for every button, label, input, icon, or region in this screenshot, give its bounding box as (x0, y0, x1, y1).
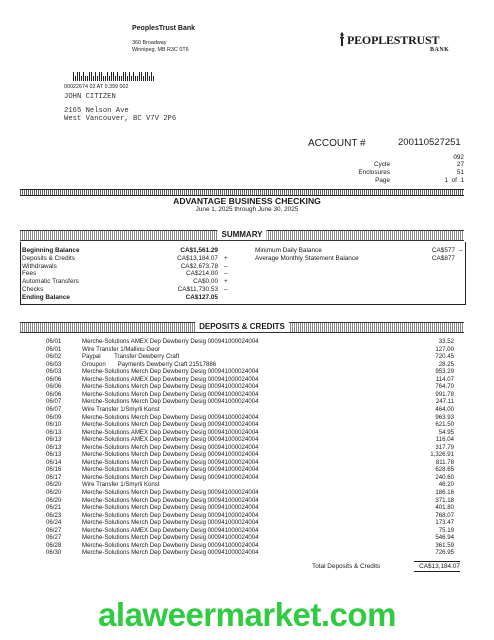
row-date: 06/10 (46, 421, 62, 429)
barcode-bar (117, 72, 118, 81)
row-amount: 991.78 (435, 390, 454, 398)
barcode-bar (127, 76, 128, 81)
barcode-bar (101, 72, 102, 81)
row-amount: 28.25 (438, 360, 454, 368)
row-date: 06/13 (46, 451, 62, 459)
summary-header (20, 230, 464, 241)
barcode-bar (81, 76, 82, 81)
customer-city: West Vancouver, BC V7V 2P6 (64, 115, 177, 123)
row-date: 06/13 (46, 443, 62, 451)
barcode-bar (123, 72, 124, 81)
account-number: 200110527251 (398, 137, 461, 148)
barcode-bar (147, 72, 148, 81)
row-description: Merche-Solutions Merch Dep Dewberry Desig 000941000024004 (82, 549, 259, 557)
row-date: 06/27 (46, 526, 62, 534)
row-description: Merche-Solutions Merch Dep Dewberry Desig 000941000024004 (82, 473, 259, 481)
barcode-bar (139, 72, 140, 81)
barcode-bar (83, 72, 84, 81)
row-description: Merche-Solutions Merch Dep Dewberry Desig 000941000024004 (82, 458, 259, 466)
barcode-bar (111, 72, 112, 81)
row-description: Merche-Solutions AMEX Dep Dewberry Desig 000941000024004 (82, 375, 259, 383)
summary-right-sign: – (459, 247, 463, 254)
torch-icon (338, 32, 346, 46)
barcode-bar (145, 72, 146, 81)
summary-amount: CA$11,730.53 (177, 286, 218, 293)
barcode-bar (141, 72, 142, 81)
page-value: 1 of 1 (444, 177, 464, 184)
summary-amount: CA$1,561.29 (180, 247, 218, 254)
row-description: Merche-Solutions Merch Dep Dewberry Desig 000941000024004 (82, 511, 259, 519)
summary-label: Automatic Transfers (22, 278, 79, 286)
summary-amount: CA$13,184.07 (177, 254, 218, 262)
total-deposits-label: Total Deposits & Credits (312, 563, 381, 570)
barcode-number: 00022674 02 AT 0.399 002 (64, 84, 129, 90)
summary-sign: + (224, 278, 228, 286)
account-label: ACCOUNT # (308, 138, 366, 149)
row-date: 06/17 (46, 473, 62, 481)
barcode-bar (109, 76, 110, 81)
row-amount: 186.16 (435, 489, 454, 496)
postal-barcode (73, 72, 155, 81)
summary-box (20, 242, 466, 305)
deposits-heading: DEPOSITS & CREDITS (195, 322, 289, 332)
row-description: Merche-Solutions Merch Dep Dewberry Desig 000941000024004 (82, 504, 259, 512)
row-description: Merche-Solutions Merch Dep Dewberry Desig 000941000024004 (82, 451, 259, 459)
logo-subtext: BANK (430, 47, 450, 53)
row-description: Merche-Solutions AMEX Dep Dewberry Desig 000941000024004 (82, 436, 259, 444)
row-amount: 116.04 (435, 436, 454, 444)
barcode-bar (131, 76, 132, 81)
summary-amount: CA$127.05 (185, 293, 218, 301)
row-amount: 46.20 (438, 481, 454, 489)
row-description: Merche-Solutions Merch Dep Dewberry Desig 000941000024004 (82, 398, 259, 406)
summary-label: Fees (22, 270, 37, 278)
barcode-bar (87, 76, 88, 81)
summary-right-label: Average Monthly Statement Balance (255, 254, 359, 262)
bank-address-line1: 360 Broadway (132, 40, 167, 46)
row-date: 06/01 (46, 345, 62, 353)
row-description: Wire Transfer 1/Smyrli Konst (82, 481, 160, 489)
row-amount: 401.80 (435, 504, 454, 512)
row-description: Wire Transfer 1/Smyrli Konst (82, 405, 160, 413)
row-amount: 720.45 (435, 353, 454, 361)
row-amount: 240.60 (435, 473, 454, 481)
barcode-bar (91, 72, 92, 81)
row-amount: 621.50 (435, 421, 454, 429)
barcode-bar (143, 76, 144, 81)
row-date: 06/03 (46, 368, 62, 376)
barcode-bar (121, 76, 122, 81)
barcode-bar (79, 72, 80, 81)
row-description: Merche-Solutions Merch Dep Dewberry Desig 000941000024004 (82, 489, 259, 496)
row-date: 06/27 (46, 534, 62, 542)
summary-right-label: Minimum Daily Balance (255, 247, 322, 254)
row-description: Merche-Solutions Merch Dep Dewberry Desig 000941000024004 (82, 421, 259, 429)
row-amount: 75.19 (438, 526, 454, 534)
row-amount: 114.07 (435, 375, 454, 383)
row-description: Merche-Solutions AMEX Dep Dewberry Desig 000941000024004 (82, 428, 259, 436)
barcode-bar (73, 72, 74, 81)
barcode-bar (107, 72, 108, 81)
summary-amount: CA$2,673.78 (180, 262, 218, 270)
bank-address-line2: Winnipeg, MB R3C 0T6 (132, 47, 189, 53)
row-amount: 764.70 (435, 383, 454, 391)
summary-label: Checks (22, 286, 44, 293)
row-date: 06/07 (46, 405, 62, 413)
row-description: Merche-Solutions AMEX Dep Dewberry Desig 000941000024004 (82, 338, 259, 345)
summary-amount: CA$214.00 (186, 270, 218, 278)
barcode-bar (97, 76, 98, 81)
row-description: Merche-Solutions Merch Dep Dewberry Desig 000941000024004 (82, 496, 259, 504)
account-code: 092 (453, 154, 464, 161)
total-rule (414, 561, 460, 562)
total-deposits-amount: CA$13,184.07 (419, 563, 460, 570)
customer-street: 2165 Nelson Ave (64, 107, 129, 115)
row-description: Paypal Transfer Dewberry Craft (82, 353, 180, 361)
row-date: 06/06 (46, 375, 62, 383)
barcode-bar (77, 72, 78, 81)
enclosures-label: Enclosures (358, 169, 390, 176)
summary-sign: + (224, 254, 228, 262)
barcode-bar (115, 76, 116, 81)
barcode-bar (89, 72, 90, 81)
statement-period: June 1, 2025 through June 30, 2025 (195, 206, 299, 213)
summary-sign: – (224, 270, 228, 278)
customer-name: JOHN CITIZEN (64, 93, 116, 101)
enclosures-value: 51 (456, 169, 464, 176)
row-amount: 726.95 (435, 549, 454, 557)
barcode-bar (125, 72, 126, 81)
row-description: Merche-Solutions Merch Dep Dewberry Desig 000941000024004 (82, 368, 259, 376)
summary-heading: SUMMARY (217, 230, 266, 240)
summary-right-amount: CA$577 (431, 247, 455, 254)
barcode-bar (103, 76, 104, 81)
row-date: 06/24 (46, 519, 62, 527)
cycle-value: 27 (456, 161, 464, 168)
row-amount: 371.18 (435, 496, 454, 504)
barcode-bar (75, 76, 76, 81)
cycle-label: Cycle (374, 161, 390, 168)
row-date: 06/01 (46, 338, 62, 345)
barcode-bar (137, 76, 138, 81)
barcode-bar (95, 72, 96, 81)
row-date: 06/20 (46, 481, 62, 489)
row-date: 06/20 (46, 496, 62, 504)
summary-sign: – (224, 262, 228, 270)
summary-label: Deposits & Credits (22, 254, 75, 262)
row-description: Merche-Solutions AMEX Dep Dewberry Desig 000941000024004 (82, 526, 259, 534)
row-date: 06/07 (46, 398, 62, 406)
row-amount: 628.65 (435, 466, 454, 474)
row-description: Wire Transfer 1/Malliou Geor (82, 345, 160, 353)
row-date: 06/06 (46, 383, 62, 391)
row-description: Merche-Solutions Merch Dep Dewberry Desig 000941000024004 (82, 383, 259, 391)
summary-amount: CA$0.00 (193, 278, 218, 286)
summary-label: Ending Balance (22, 293, 70, 301)
row-amount: 811.78 (435, 458, 454, 466)
row-date: 06/28 (46, 541, 62, 549)
row-amount: 546.94 (435, 534, 454, 542)
row-amount: 768.07 (435, 511, 454, 519)
bank-logo (338, 30, 456, 56)
row-description: Merche-Solutions Merch Dep Dewberry Desig 000941000024004 (82, 413, 259, 421)
barcode-bar (105, 76, 106, 81)
row-description: Groupon Payments Dewberry Craft 21517886 (82, 360, 217, 368)
row-amount: 33.52 (438, 338, 454, 345)
row-date: 06/30 (46, 549, 62, 557)
row-amount: 173.47 (435, 519, 454, 527)
row-date: 06/16 (46, 466, 62, 474)
row-date: 06/03 (46, 360, 62, 368)
row-description: Merche-Solutions Merch Dep Dewberry Desig 000941000024004 (82, 519, 259, 527)
summary-label: Withdrawals (22, 262, 57, 270)
barcode-bar (113, 72, 114, 81)
row-date: 06/09 (46, 413, 62, 421)
deposits-header (20, 322, 464, 333)
row-date: 06/14 (46, 458, 62, 466)
row-amount: 247.11 (435, 398, 454, 406)
barcode-bar (135, 76, 136, 81)
summary-right-amount: CA$877 (431, 254, 455, 262)
row-description: Merche-Solutions Merch Dep Dewberry Desig 000941000024004 (82, 443, 259, 451)
row-date: 06/02 (46, 353, 62, 361)
row-amount: 127.00 (435, 345, 454, 353)
watermark: alaweermarket.com (98, 596, 396, 633)
total-underline (414, 571, 460, 572)
barcode-bar (119, 76, 120, 81)
title-rule (20, 189, 464, 196)
statement-title: ADVANTAGE BUSINESS CHECKING (173, 196, 321, 206)
barcode-bar (151, 72, 152, 81)
barcode-bar (149, 76, 150, 81)
row-date: 06/20 (46, 489, 62, 496)
row-description: Merche-Solutions Merch Dep Dewberry Desig 000941000024004 (82, 390, 259, 398)
row-amount: 963.93 (435, 413, 454, 421)
row-amount: 953.29 (435, 368, 454, 376)
row-amount: 361.59 (435, 541, 454, 549)
barcode-bar (129, 72, 130, 81)
row-description: Merche-Solutions Merch Dep Dewberry Desig 000941000024004 (82, 534, 259, 542)
row-date: 06/13 (46, 428, 62, 436)
summary-label: Beginning Balance (22, 247, 80, 254)
summary-sign: – (224, 286, 228, 293)
barcode-bar (153, 76, 154, 81)
page-label: Page (375, 177, 390, 184)
row-date: 06/06 (46, 390, 62, 398)
row-amount: 1,326.91 (430, 451, 454, 459)
barcode-bar (99, 72, 100, 81)
row-description: Merche-Solutions Merch Dep Dewberry Desig 000941000024004 (82, 466, 259, 474)
row-date: 06/21 (46, 504, 62, 512)
row-amount: 54.95 (438, 428, 454, 436)
row-date: 06/23 (46, 511, 62, 519)
barcode-bar (133, 72, 134, 81)
logo-text: PEOPLESTRUST (347, 33, 440, 47)
barcode-bar (85, 76, 86, 81)
row-amount: 317.79 (435, 443, 454, 451)
row-date: 06/13 (46, 436, 62, 444)
barcode-bar (93, 76, 94, 81)
row-amount: 464.00 (435, 405, 454, 413)
row-description: Merche-Solutions Merch Dep Dewberry Desig 000941000024004 (82, 541, 259, 549)
bank-name: PeoplesTrust Bank (132, 25, 196, 32)
